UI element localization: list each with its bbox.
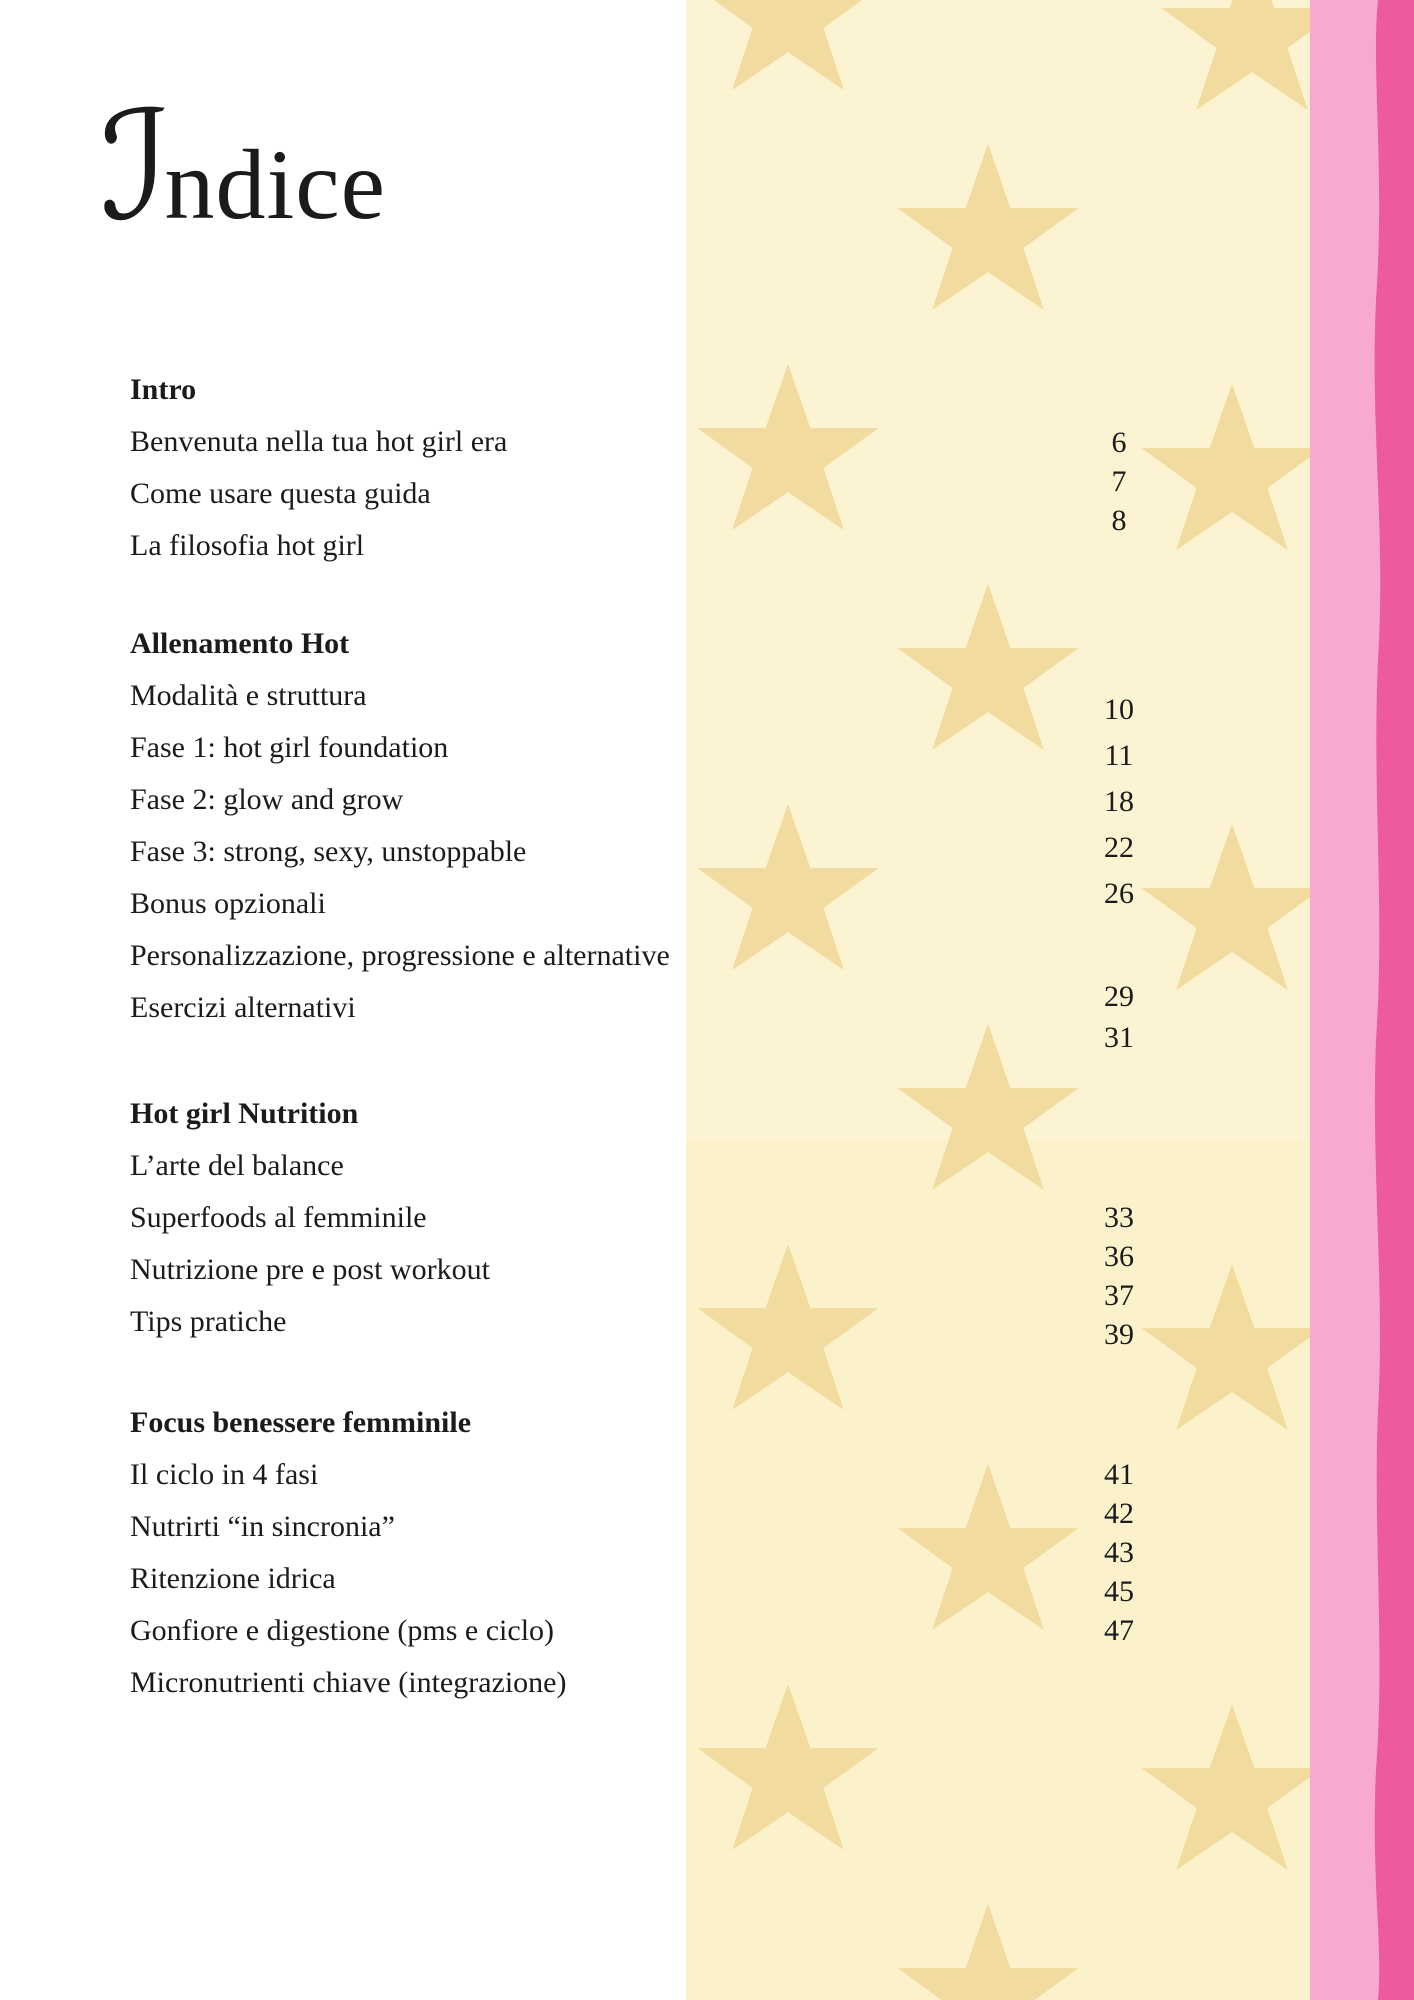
star-icon [693, 1244, 883, 1426]
page-title [100, 80, 387, 254]
page-number: 22 [1104, 831, 1134, 864]
toc-entry: Il ciclo in 4 fasi [130, 1458, 319, 1491]
page-number: 8 [1111, 504, 1127, 537]
pink-border [1310, 0, 1414, 2000]
section-header: Focus benessere femminile [130, 1406, 472, 1439]
pink-dark-stripe [1375, 0, 1414, 2000]
toc-entry: Fase 1: hot girl foundation [130, 731, 449, 764]
toc-entry: Fase 3: strong, sexy, unstoppable [130, 835, 527, 868]
page-number: 33 [1104, 1201, 1134, 1234]
star-icon [893, 1464, 1083, 1646]
star-icon [693, 804, 883, 986]
page-number: 37 [1104, 1279, 1134, 1312]
section-header: Hot girl Nutrition [130, 1097, 359, 1130]
page-number: 26 [1104, 877, 1134, 910]
page-number-group [1088, 423, 1150, 540]
toc-section [130, 1088, 680, 1348]
toc-entry: Modalità e struttura [130, 679, 367, 712]
page-number-group [1088, 1198, 1150, 1354]
page-number: 31 [1104, 1021, 1134, 1054]
title-script-initial: ℐ [100, 80, 171, 254]
page-number: 29 [1104, 980, 1134, 1013]
section-header: Intro [130, 373, 197, 406]
toc-entry: Benvenuta nella tua hot girl era [130, 425, 508, 458]
star-icon [693, 0, 883, 106]
star-icon [893, 1024, 1083, 1206]
page-number-group [1088, 976, 1150, 1058]
page-number: 47 [1104, 1614, 1134, 1647]
toc-entry: Personalizzazione, progressione e alternative [130, 939, 670, 972]
page-number: 6 [1111, 426, 1127, 459]
star-icon [1137, 1704, 1327, 1886]
toc-entry: Ritenzione idrica [130, 1562, 336, 1595]
section-header: Allenamento Hot [130, 627, 350, 660]
toc-entry: Gonfiore e digestione (pms e ciclo) [130, 1614, 555, 1647]
toc-section [130, 1397, 680, 1709]
page-number: 10 [1104, 693, 1134, 726]
page-number: 41 [1104, 1458, 1134, 1491]
page-number-group [1088, 1455, 1150, 1650]
toc-entry: Come usare questa guida [130, 477, 431, 510]
page-number: 11 [1104, 739, 1134, 772]
toc-entry: Tips pratiche [130, 1305, 287, 1338]
star-icon [693, 364, 883, 546]
star-icon [693, 1684, 883, 1866]
toc-entry: Superfoods al femminile [130, 1201, 427, 1234]
toc-section [130, 618, 680, 1034]
toc-entry: L’arte del balance [130, 1149, 344, 1182]
toc-entry: Bonus opzionali [130, 887, 326, 920]
toc-entry: Nutrirti “in sincronia” [130, 1510, 395, 1543]
page-number: 36 [1104, 1240, 1134, 1273]
title-rest: ndice [164, 129, 387, 240]
star-icon [1137, 824, 1327, 1006]
star-band [686, 0, 1310, 2000]
star-icon [1137, 1264, 1327, 1446]
star-icon [1137, 384, 1327, 566]
page-number: 39 [1104, 1318, 1134, 1351]
page-number: 42 [1104, 1497, 1134, 1530]
toc-entry: Nutrizione pre e post workout [130, 1253, 490, 1286]
toc-entry: Fase 2: glow and grow [130, 783, 404, 816]
page-number: 45 [1104, 1575, 1134, 1608]
toc-section [130, 364, 680, 572]
page-number: 43 [1104, 1536, 1134, 1569]
toc-entry: La filosofia hot girl [130, 529, 365, 562]
toc-list [130, 364, 680, 1709]
star-icon [893, 144, 1083, 326]
toc-entry: Micronutrienti chiave (integrazione) [130, 1666, 567, 1699]
toc-entry: Esercizi alternativi [130, 991, 356, 1024]
star-icon [893, 1904, 1083, 2000]
page-number: 7 [1111, 465, 1127, 498]
star-icon [893, 584, 1083, 766]
page-number: 18 [1104, 785, 1134, 818]
page-number-group [1088, 687, 1150, 917]
band-texture-patch [686, 0, 1310, 1140]
